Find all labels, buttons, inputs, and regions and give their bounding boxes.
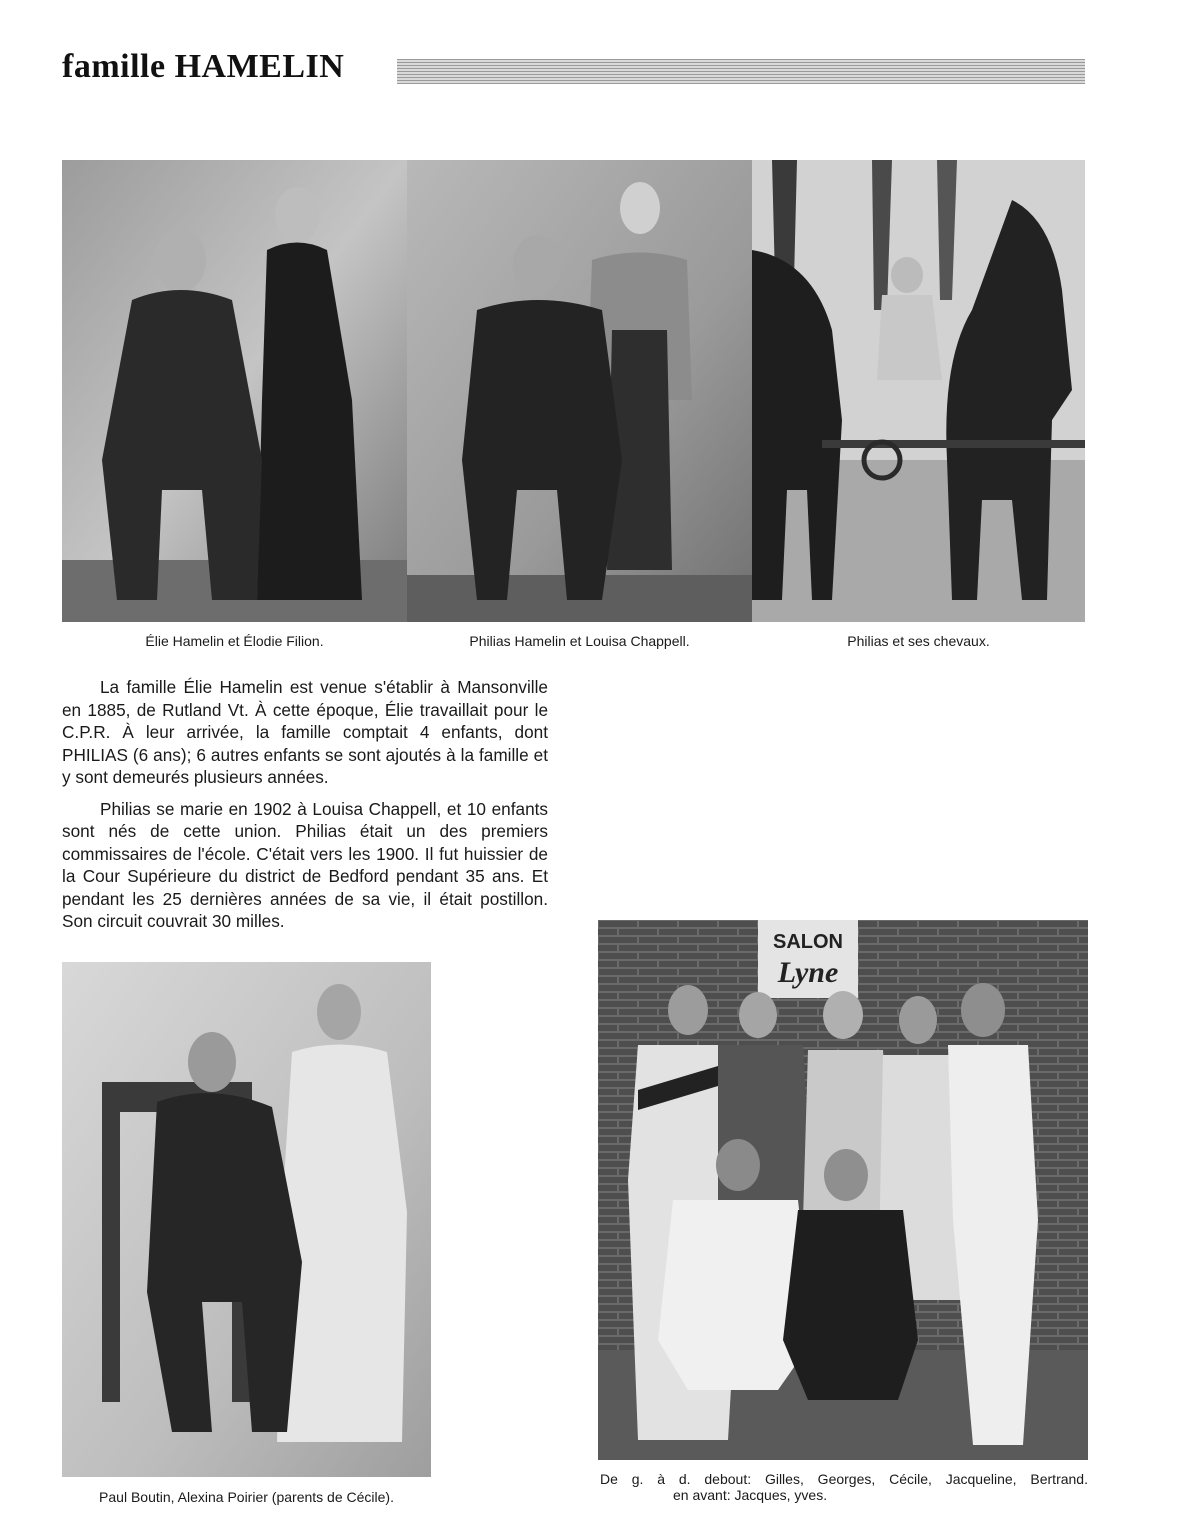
article-paragraph: La famille Élie Hamelin est venue s'établir à Mansonville en 1885, de Rutland Vt. À cette époque, Élie travaillait pour le C.P.R. À leur arrivée, la famille comptait 4 enfants, dont PHILIAS (6 ans); 6 autres enfants se sont ajoutés à la famille et y sont demeurés plusieurs années. — [62, 677, 548, 787]
photo-philias-louisa — [407, 160, 752, 622]
article-text — [62, 676, 548, 942]
article-paragraph: Philias se marie en 1902 à Louisa Chappell, et 10 enfants sont nés de cette union. Philias était un des premiers commissaires de l'école. C'était vers les 1900. Il fut huissier de la Cour Supérieure du district de Bedford pendant 35 ans. Et pendant les 25 dernières années de sa vie, il était postillon. Son circuit couvrait 30 milles. — [62, 798, 548, 931]
sign-text-lyne: Lyne — [777, 956, 839, 989]
photo-family-group — [598, 920, 1088, 1460]
caption-family-group — [600, 1471, 1088, 1503]
photo-elie-elodie — [62, 160, 407, 622]
title-rule — [397, 59, 1085, 84]
caption-paul-alexina: Paul Boutin, Alexina Poirier (parents de Cécile). — [99, 1489, 394, 1505]
caption-philias-louisa: Philias Hamelin et Louisa Chappell. — [469, 633, 690, 649]
photo-paul-alexina — [62, 962, 431, 1477]
photo-philias-horses — [752, 160, 1085, 622]
caption-family-line1: De g. à d. debout: Gilles, Georges, Cécile, Jacqueline, Bertrand. — [600, 1471, 1088, 1487]
page-title: famille HAMELIN — [62, 48, 345, 85]
caption-family-line2: en avant: Jacques, yves. — [673, 1487, 828, 1503]
sign-text-salon: SALON — [773, 931, 843, 953]
caption-philias-horses: Philias et ses chevaux. — [847, 633, 990, 649]
caption-elie-elodie: Élie Hamelin et Élodie Filion. — [145, 633, 324, 649]
